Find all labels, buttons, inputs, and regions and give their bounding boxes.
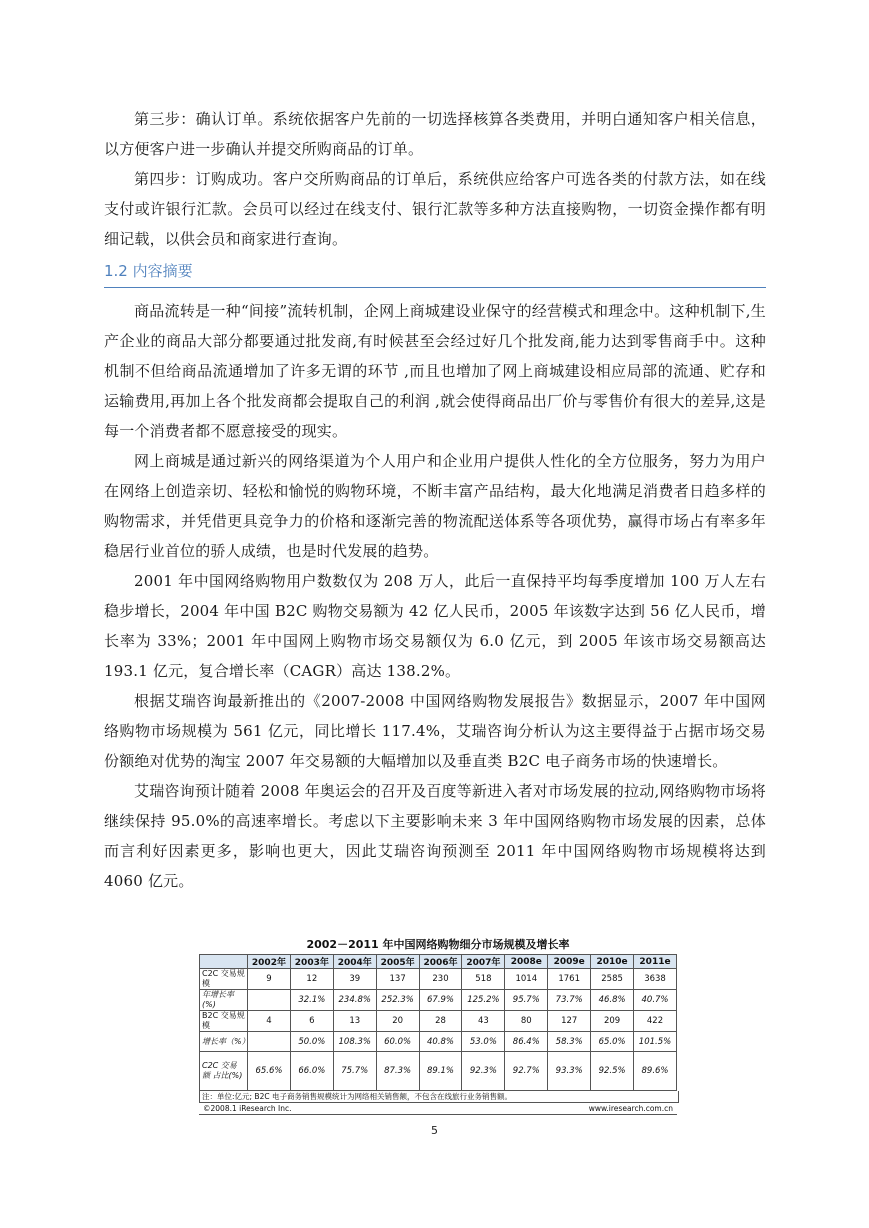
table-header-cell: 2005年: [376, 955, 419, 969]
table-cell: 32.1%: [290, 990, 333, 1011]
table-cell: 92.7%: [505, 1052, 548, 1091]
copyright-text: ©2008.1 iResearch Inc.: [203, 1104, 292, 1113]
table-row-label: 年增长率(%): [200, 990, 248, 1011]
table-cell: 60.0%: [376, 1032, 419, 1052]
table-row-c2c-growth: [200, 990, 677, 1011]
paragraph-iresearch-report: 根据艾瑞咨询最新推出的《2007-2008 中国网络购物发展报告》数据显示，2007 年中国网络购物市场规模为 561 亿元，同比增长 117.4%，艾瑞咨询分析认为这主要得益于占据市场交易份额绝对优势的淘宝 2007 年交易额的大幅增加以及垂直类 B2C 电子商务市场的快速增长。: [104, 692, 766, 770]
table-cell: 43: [462, 1011, 505, 1032]
paragraph-2001-stats: 2001 年中国网络购物用户数数仅为 208 万人，此后一直保持平均每季度增加 100 万人左右稳步增长，2004 年中国 B2C 购物交易额为 42 亿人民币，2005 年该数字达到 56 亿人民币，增长率为 33%；2001 年中国网上购物市场交易额仅为 6.0 亿元，到 2005 年该市场交易额高达 193.1 亿元，复合增长率（CAGR）高达 138.2%。: [104, 572, 766, 680]
table-header-row: [200, 955, 677, 969]
table-row-c2c-share: [200, 1052, 677, 1091]
table-cell: 2585: [591, 969, 634, 990]
table-row-label: C2C 交易 额 占比(%): [200, 1052, 248, 1091]
table-cell: 1761: [548, 969, 591, 990]
paragraph-forecast: 艾瑞咨询预计随着 2008 年奥运会的召开及百度等新进入者对市场发展的拉动,网络购物市场将继续保持 95.0%的高速率增长。考虑以下主要影响未来 3 年中国网络购物市场发展的因素，总体而言利好因素更多，影响也更大，因此艾瑞咨询预测至 2011 年中国网络购物市场规模将达到 4060 亿元。: [104, 782, 766, 890]
table-cell: 234.8%: [333, 990, 376, 1011]
table-cell: 101.5%: [634, 1032, 677, 1052]
table-header-cell: 2011e: [634, 955, 677, 969]
table-cell: 125.2%: [462, 990, 505, 1011]
source-website: www.iresearch.com.cn: [588, 1104, 673, 1113]
table-header-cell: 2003年: [290, 955, 333, 969]
table-cell: [248, 1032, 291, 1052]
table-cell: 12: [290, 969, 333, 990]
table-cell: 4: [248, 1011, 291, 1032]
table-cell: [248, 990, 291, 1011]
table-cell: 58.3%: [548, 1032, 591, 1052]
table-row-c2c-scale: [200, 969, 677, 990]
figure-title: 2002－2011 年中国网络购物细分市场规模及增长率: [306, 938, 570, 951]
table-cell: 518: [462, 969, 505, 990]
table-cell: 89.1%: [419, 1052, 462, 1091]
table-cell: 28: [419, 1011, 462, 1032]
table-header-cell: 2008e: [505, 955, 548, 969]
table-row-b2c-scale: [200, 1011, 677, 1032]
section-heading: 1.2 内容摘要: [104, 258, 766, 288]
table-cell: 3638: [634, 969, 677, 990]
figure-footer: [199, 1103, 677, 1115]
table-header-cell: 2004年: [333, 955, 376, 969]
table-cell: 40.7%: [634, 990, 677, 1011]
page-content: [104, 104, 766, 896]
table-cell: 6: [290, 1011, 333, 1032]
table-cell: 92.5%: [591, 1052, 634, 1091]
market-size-table: [199, 954, 677, 1091]
table-cell: 65.0%: [591, 1032, 634, 1052]
paragraph-circulation: 商品流转是一种“间接”流转机制，企网上商城建设业保守的经营模式和理念中。这种机制下,生产企业的商品大部分都要通过批发商,有时候甚至会经过好几个批发商,能力达到零售商手中。这种机制不但给商品流通增加了许多无谓的环节 ,而且也增加了网上商城建设相应局部的流通、贮存和运输费用,再加上各个批发商都会提取自己的利润 ,就会使得商品出厂价与零售价有很大的差异,这是每一个消费者都不愿意接受的现实。: [104, 302, 766, 440]
table-cell: 66.0%: [290, 1052, 333, 1091]
table-cell: 230: [419, 969, 462, 990]
table-cell: 53.0%: [462, 1032, 505, 1052]
table-cell: 127: [548, 1011, 591, 1032]
paragraph-step-four: 第四步：订购成功。客户交所购商品的订单后，系统供应给客户可选各类的付款方法，如在线支付或许银行汇款。会员可以经过在线支付、银行汇款等多种方法直接购物，一切资金操作都有明细记载，以供会员和商家进行查询。: [104, 170, 766, 248]
table-row-label: C2C 交易规模: [200, 969, 248, 990]
table-row-label: B2C 交易规模: [200, 1011, 248, 1032]
table-note: 注：单位:亿元; B2C 电子商务销售规模统计为网络相关销售额，不包含在线旅行业务销售额。: [199, 1091, 679, 1103]
table-header-cell: 2009e: [548, 955, 591, 969]
table-cell: 39: [333, 969, 376, 990]
table-row-b2c-growth: [200, 1032, 677, 1052]
table-cell: 9: [248, 969, 291, 990]
table-cell: 209: [591, 1011, 634, 1032]
page-number: 5: [431, 1124, 438, 1137]
table-cell: 67.9%: [419, 990, 462, 1011]
table-cell: 93.3%: [548, 1052, 591, 1091]
table-cell: 137: [376, 969, 419, 990]
table-header-cell: 2007年: [462, 955, 505, 969]
table-cell: 13: [333, 1011, 376, 1032]
table-header-cell: 2002年: [248, 955, 291, 969]
table-cell: 1014: [505, 969, 548, 990]
table-cell: 95.7%: [505, 990, 548, 1011]
table-cell: 89.6%: [634, 1052, 677, 1091]
paragraph-step-three: 第三步：确认订单。系统依据客户先前的一切选择核算各类费用，并明白通知客户相关信息，以方便客户进一步确认并提交所购商品的订单。: [104, 110, 766, 158]
table-row-label: 增长率（%）: [200, 1032, 248, 1052]
paragraph-online-mall: 网上商城是通过新兴的网络渠道为个人用户和企业用户提供人性化的全方位服务，努力为用户在网络上创造亲切、轻松和愉悦的购物环境，不断丰富产品结构，最大化地满足消费者日趋多样的购物需求，并凭借更具竞争力的价格和逐渐完善的物流配送体系等各项优势，赢得市场占有率多年稳居行业首位的骄人成绩，也是时代发展的趋势。: [104, 452, 766, 560]
table-header-cell: [200, 955, 248, 969]
table-header-cell: 2010e: [591, 955, 634, 969]
table-header-cell: 2006年: [419, 955, 462, 969]
table-cell: 46.8%: [591, 990, 634, 1011]
table-cell: 422: [634, 1011, 677, 1032]
table-cell: 20: [376, 1011, 419, 1032]
table-cell: 80: [505, 1011, 548, 1032]
table-cell: 73.7%: [548, 990, 591, 1011]
table-cell: 50.0%: [290, 1032, 333, 1052]
table-cell: 86.4%: [505, 1032, 548, 1052]
table-cell: 252.3%: [376, 990, 419, 1011]
table-cell: 108.3%: [333, 1032, 376, 1052]
table-cell: 87.3%: [376, 1052, 419, 1091]
table-cell: 75.7%: [333, 1052, 376, 1091]
table-cell: 65.6%: [248, 1052, 291, 1091]
market-size-table-figure: [199, 936, 677, 1126]
table-cell: 92.3%: [462, 1052, 505, 1091]
table-cell: 40.8%: [419, 1032, 462, 1052]
